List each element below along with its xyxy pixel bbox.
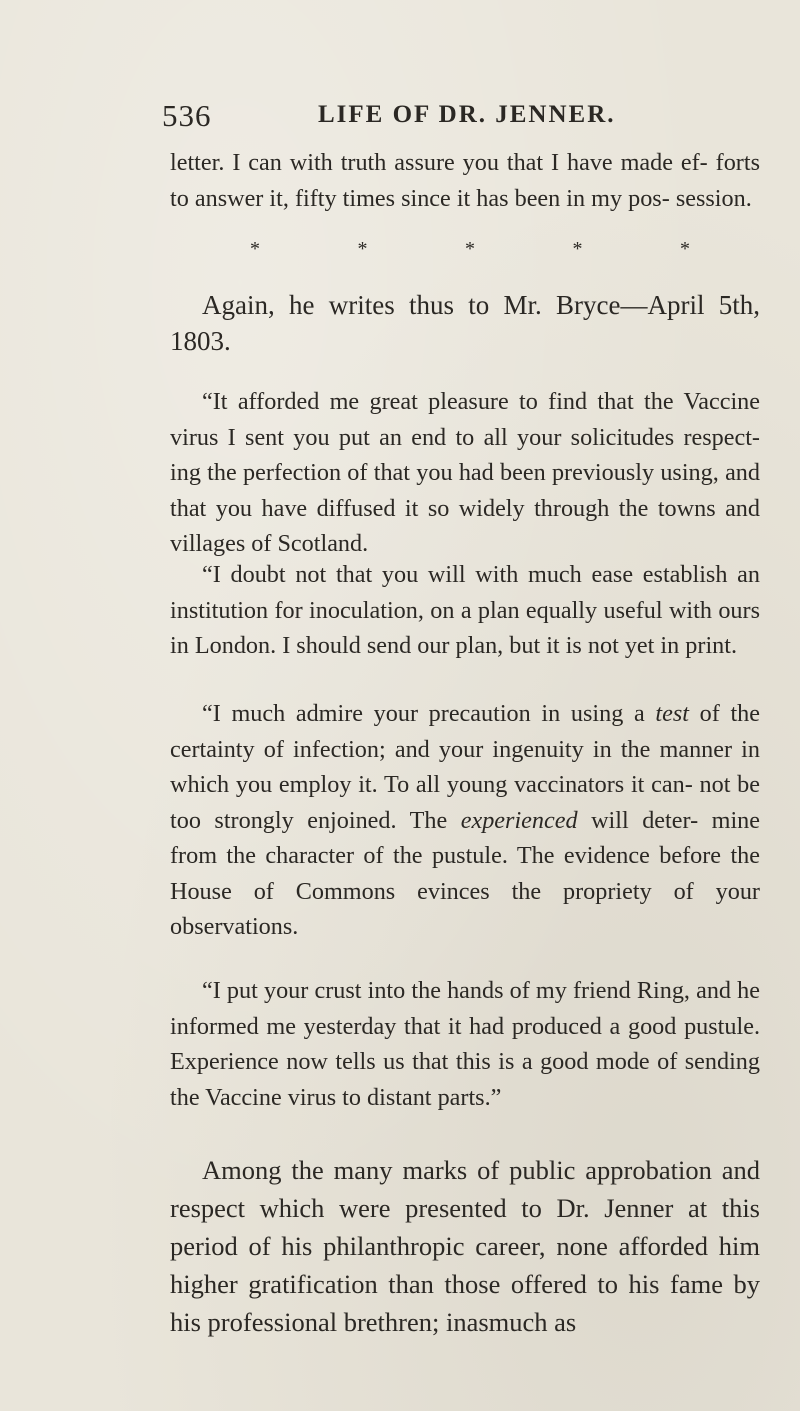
text-run: will deter- mine from the character of the pustule. The evidence before the House of Commons evinces the propriety of your observations.: [170, 806, 760, 940]
paragraph-quote-ring: “I put your crust into the hands of my friend Ring, and he informed me yesterday that it had produced a good pustule. Experience now tells us that this is a good mode of sending the Vaccine virus to distant parts.”: [170, 977, 760, 1111]
paragraph-letter-end: letter. I can with truth assure you that I have made ef- forts to answer it, fifty times since it has been in my pos- session.: [170, 149, 760, 212]
text-run: of the certainty of infection; and your ingenuity in the manner in which you employ it. To all young vaccinators it can- not be too strongly enjoined. The: [170, 700, 760, 834]
paragraph-quote-precaution: [170, 696, 760, 945]
italic-test: test: [655, 700, 689, 727]
paragraph-approbation: Among the many marks of public approbation and respect which were presented to Dr. Jenner at this period of his philanthropic career, none afforded him higher gratification than those offered to his fame by his professional brethren; inasmuch as: [170, 1155, 760, 1337]
page-header: [162, 98, 762, 138]
section-break-asterisks: [250, 238, 690, 261]
paragraph-quote-vaccine: “It afforded me great pleasure to find that the Vaccine virus I sent you put an end to all your solicitudes respect- ing the perfection of that you had been previously using, and that you have diffused it so widely through the towns and villages of Scotland.: [170, 388, 760, 557]
asterisk: *: [680, 238, 690, 260]
italic-experienced: experienced: [460, 806, 578, 834]
running-head: LIFE OF DR. JENNER.: [318, 101, 616, 128]
paragraph-intro-bryce: Again, he writes thus to Mr. Bryce—April 5th, 1803.: [170, 290, 760, 356]
asterisk: *: [250, 238, 260, 260]
asterisk: *: [357, 238, 368, 260]
page-number: 536: [162, 98, 212, 133]
text-run: “I much admire your precaution in using a: [202, 700, 656, 727]
paragraph-quote-institution: “I doubt not that you will with much ease establish an institution for inoculation, on a plan equally useful with ours in London. I should send our plan, but it is not yet in print.: [170, 561, 760, 659]
asterisk: *: [572, 238, 583, 260]
asterisk: *: [465, 238, 475, 260]
